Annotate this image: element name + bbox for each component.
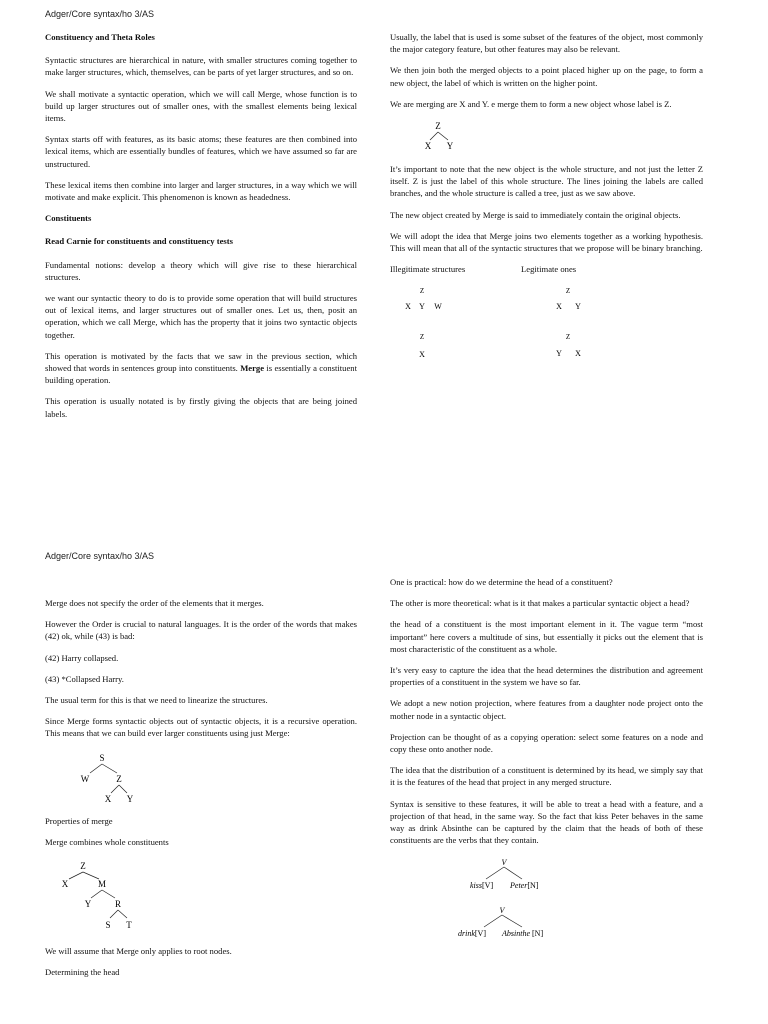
whole-constituent-tree	[45, 857, 165, 937]
structure-labels	[390, 263, 703, 275]
text-span: is essentially a constituent building operation.	[45, 363, 357, 386]
tree-node: M	[97, 879, 107, 890]
tree-node: V	[501, 858, 507, 868]
right-column	[390, 31, 703, 371]
paragraph: Since Merge forms syntactic objects out of syntactic objects, it is a recursive operation. This means that we can build ever larger constituents using just Merge:	[45, 716, 357, 739]
illegitimate-tree-ternary	[390, 281, 490, 325]
tree-branch	[90, 764, 102, 773]
tree-diagram-xyz	[390, 119, 470, 155]
bold-term: Merge	[240, 363, 265, 374]
text-span: This operation is motivated by the facts that we saw in the previous section, which showed that words in sentences group into constituents.	[45, 350, 357, 374]
tree-branch	[111, 785, 119, 793]
tree-node: S	[99, 752, 105, 763]
tree-leaf	[509, 881, 539, 890]
leaf-category: [V]	[474, 929, 486, 939]
leaf-word: Absinthe	[502, 929, 530, 939]
kiss-peter-tree	[460, 855, 660, 895]
tree-branch	[561, 341, 568, 348]
leaf-word: kiss	[470, 881, 482, 891]
tree-node: X	[104, 793, 112, 804]
left-column	[45, 31, 357, 429]
paragraph: Usually, the label that is used is some subset of the features of the object, most commonly the major category feature, but other features may also be relevant.	[390, 32, 703, 55]
tree-node: Y	[575, 302, 581, 312]
tree-branch	[91, 890, 102, 898]
paragraph: It’s important to note that the new object is the whole structure, and not just the letter Z itself. Z is just the label of this whole structure. The lines joining the labels are called branches, and the whole structure is called a tree, just as we saw above.	[390, 164, 703, 199]
leaf-category: [N]	[530, 929, 544, 939]
section-heading: Constituents	[45, 213, 92, 224]
tree-node: Y	[556, 349, 562, 359]
tree-leaf	[501, 929, 543, 938]
tree-branch	[110, 910, 118, 918]
tree-node: Y	[446, 141, 454, 152]
tree-node: W	[434, 302, 442, 312]
paragraph: Fundamental notions: develop a theory which will give rise to these hierarchical structures.	[45, 259, 357, 282]
tree-leaf	[458, 929, 486, 938]
example-43: (43) *Collapsed Harry.	[45, 673, 124, 684]
tree-branch	[83, 872, 99, 879]
tree-node: X	[405, 302, 411, 312]
tree-branch	[568, 341, 576, 348]
paragraph: We adopt a new notion projection, where features from a daughter node project onto the mother node in a syntactic object.	[390, 698, 703, 721]
tree-branch	[118, 910, 127, 918]
tree-branch	[438, 132, 448, 140]
paragraph: Syntactic structures are hierarchical in nature, with smaller structures coming together to make larger structures, which, themselves, can be parts of yet larger structures, and so on.	[45, 55, 357, 78]
legitimate-tree-2	[540, 325, 620, 369]
leaf-word: drink	[458, 929, 475, 939]
tree-node: Z	[116, 773, 122, 784]
paragraph: Syntax starts off with features, as its basic atoms; these features are then combined into lexical items, which are essentially bundles of features, which we have assumed so far are unstructured.	[45, 134, 357, 169]
tree-node: V	[499, 906, 505, 916]
tree-branch	[102, 890, 115, 898]
paragraph: We will assume that Merge only applies to root nodes.	[45, 946, 232, 957]
tree-branch	[486, 867, 504, 879]
tree-node: Z	[80, 861, 86, 872]
tree-branch	[430, 132, 438, 140]
paragraph: The idea that the distribution of a constituent is determined by its head, we simply say that it is the features of the head that project in any merged structure.	[390, 765, 703, 788]
paragraph: Properties of merge	[45, 815, 113, 826]
tree-branch	[568, 295, 576, 302]
paragraph: One is practical: how do we determine the head of a constituent?	[390, 577, 613, 587]
paragraph: However the Order is crucial to natural languages. It is the order of the words that makes (42) ok, while (43) is bad:	[45, 619, 357, 642]
running-header: Adger/Core syntax/ho 3/AS	[45, 551, 155, 561]
paragraph: It’s very easy to capture the idea that the head determines the distribution and agreement properties of a constituent in the system we have so far.	[390, 665, 703, 688]
recursive-merge-tree	[45, 749, 165, 807]
tree-branch	[422, 295, 434, 302]
paragraph: Projection can be thought of as a copying operation: select some features on a node and copy these onto another node.	[390, 731, 703, 755]
leaf-word: Peter	[510, 881, 528, 891]
tree-branch	[69, 872, 83, 879]
paragraph: The usual term for this is that we need to linearize the structures.	[45, 695, 268, 706]
page-2	[0, 512, 768, 1024]
tree-branch	[502, 915, 522, 927]
paragraph: we want our syntactic theory to do is to provide some operation that will build structures out of lexical items, and larger structures out of smaller ones. Let us, then, posit an operation, which we call Merge, which has the property that it joins two syntactic objects together.	[45, 293, 357, 340]
tree-branch	[484, 915, 502, 927]
paragraph: The new object created by Merge is said to immediately contain the original objects.	[390, 209, 681, 220]
tree-node: W	[80, 773, 90, 784]
paragraph: We will adopt the idea that Merge joins two elements together as a working hypothesis. This will mean that all of the syntactic structures that we propose will be binary branching.	[390, 230, 703, 254]
tree-node: X	[61, 879, 69, 890]
illegitimate-label: Illegitimate structures	[390, 264, 466, 275]
right-column	[390, 576, 703, 951]
left-column	[45, 597, 357, 987]
illegitimate-tree-unary	[390, 325, 490, 369]
example-42: (42) Harry collapsed.	[45, 652, 119, 663]
tree-node: Z	[435, 121, 441, 132]
tree-node: S	[105, 920, 111, 931]
legitimate-tree-1	[540, 281, 620, 325]
paragraph: Merge combines whole constituents	[45, 836, 169, 847]
tree-node: X	[424, 141, 432, 152]
legitimate-label: Legitimate ones	[521, 264, 577, 275]
tree-branch	[410, 295, 422, 302]
paragraph	[45, 350, 357, 387]
tree-branch	[119, 785, 127, 793]
tree-node: T	[126, 920, 132, 931]
paragraph: We then join both the merged objects to a point placed higher up on the page, to form a new object, the label of which is written on the higher point.	[390, 65, 703, 88]
paragraph: This operation is usually notated is by firstly giving the objects that are being joined labels.	[45, 396, 357, 419]
paragraph: Determining the head	[45, 967, 120, 978]
tree-node: X	[556, 302, 562, 312]
structure-examples	[390, 281, 703, 371]
paragraph: the head of a constituent is the most important element in it. The vague term “most important” here covers a multitude of sins, but essentially it picks out the element that is most characteristic of the constituent as a whole.	[390, 619, 703, 654]
paragraph: Syntax is sensitive to these features, it will be able to treat a head with a feature, and a projection of that head, in the same way. So the fact that kiss Peter behaves in the same way as drink Absinthe can be captured by the claim that the heads of both of these constituents are the verbs that they contain.	[390, 798, 703, 846]
paragraph: These lexical items then combine into larger and larger structures, in a way which we will motivate and make explicit. This phenomenon is known as headedness.	[45, 179, 357, 203]
paragraph: We shall motivate a syntactic operation, which we will call Merge, whose function is to build up larger structures out of smaller ones, with the smallest elements being lexical items.	[45, 88, 357, 124]
running-header: Adger/Core syntax/ho 3/AS	[45, 9, 155, 19]
tree-branch	[102, 764, 117, 773]
tree-node: R	[114, 899, 122, 910]
tree-node: Z	[419, 287, 425, 296]
drink-absinthe-tree	[456, 903, 656, 943]
tree-node: Z	[565, 287, 571, 296]
section-heading: Constituency and Theta Roles	[45, 32, 155, 42]
tree-node: Y	[419, 302, 425, 312]
section-heading: Read Carnie for constituents and constituency tests	[45, 236, 233, 247]
tree-node: X	[575, 349, 581, 359]
leaf-category: [V]	[482, 881, 494, 891]
paragraph: Merge does not specify the order of the elements that it merges.	[45, 598, 264, 608]
tree-node: Y	[126, 793, 134, 804]
tree-leaf	[470, 881, 493, 890]
tree-node: Z	[419, 333, 425, 342]
leaf-category: [N]	[527, 881, 539, 891]
tree-node: Z	[565, 333, 571, 342]
tree-node: X	[419, 350, 425, 360]
paragraph: The other is more theoretical: what is it that makes a particular syntactic object a head?	[390, 598, 690, 609]
tree-node: Y	[84, 899, 92, 910]
tree-branch	[561, 295, 568, 302]
paragraph: We are merging are X and Y. e merge them to form a new object whose label is Z.	[390, 98, 672, 109]
tree-branch	[504, 867, 522, 879]
